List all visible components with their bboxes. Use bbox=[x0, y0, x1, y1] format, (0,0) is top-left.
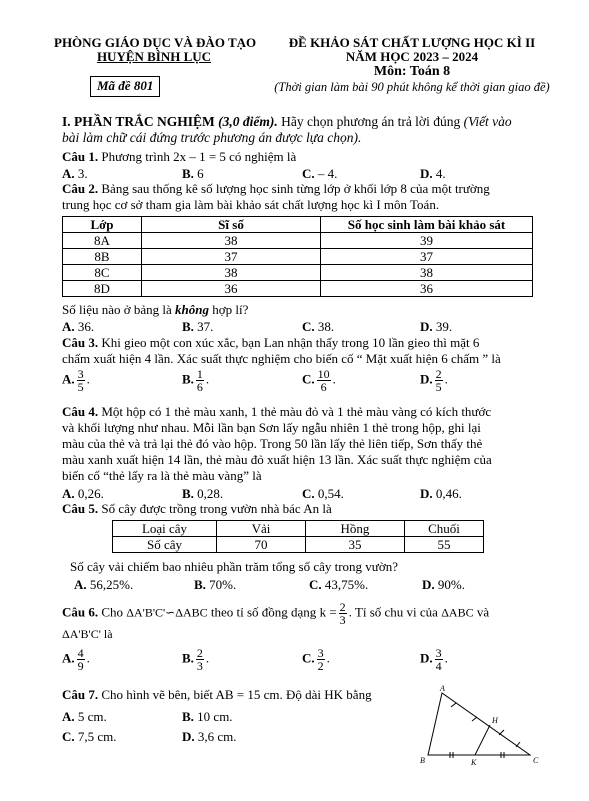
tick-mark bbox=[451, 703, 456, 707]
question-2-ask-prefix: Số liệu nào ở bảng là bbox=[62, 302, 172, 317]
table-header-cell: Sĩ số bbox=[142, 217, 321, 233]
fraction-numerator: 3 bbox=[317, 646, 324, 660]
table-row bbox=[113, 537, 484, 553]
q2-option-b bbox=[182, 319, 213, 335]
fraction-denominator: 3 bbox=[196, 659, 203, 673]
table-cell: 70 bbox=[217, 537, 306, 553]
q6-option-letter: C. bbox=[302, 650, 315, 666]
question-4-line-3: màu của thẻ và trả lại thẻ đó vào hộp. Trong 50 lần lấy thẻ liên tiếp, Sơn thấy thẻ bbox=[62, 436, 483, 451]
q3-option-letter: C. bbox=[302, 371, 315, 387]
q4-option-c bbox=[302, 486, 344, 502]
q5-option-c bbox=[309, 577, 368, 593]
table-cell: 35 bbox=[306, 537, 405, 553]
q7-option-a bbox=[62, 709, 107, 725]
table-cell: Loại cây bbox=[113, 521, 217, 537]
department-name: PHÒNG GIÁO DỤC VÀ ĐÀO TẠO bbox=[54, 35, 257, 50]
q6-option-letter: D. bbox=[420, 650, 433, 666]
q2-option-text: 39. bbox=[435, 319, 453, 334]
q5-option-letter: A. bbox=[74, 577, 87, 592]
fraction-denominator: 4 bbox=[435, 659, 442, 673]
table-row bbox=[63, 233, 533, 249]
q1-option-letter: D. bbox=[420, 166, 433, 181]
q7-option-letter: A. bbox=[62, 709, 75, 724]
q3-option-b: B. $\frac{1}{6}$ . bbox=[182, 367, 210, 394]
question-3-text-1: Khi gieo một con xúc xắc, bạn Lan nhận thấy trong 10 lần gieo thì mặt 6 bbox=[101, 335, 480, 350]
q6-option-fraction bbox=[196, 647, 204, 672]
tick-mark bbox=[472, 717, 477, 721]
q3-option-letter: A. bbox=[62, 371, 75, 387]
q2-option-a bbox=[62, 319, 94, 335]
q1-option-letter: C. bbox=[302, 166, 315, 181]
q2-option-text: 36. bbox=[77, 319, 95, 334]
question-2-ask-emphasis: không bbox=[175, 302, 209, 317]
question-7-text: Cho hình vẽ bên, biết AB = 15 cm. Độ dài HK bằng bbox=[101, 687, 372, 702]
question-4-line-5: biến cố “thẻ lấy ra là thẻ màu vàng” là bbox=[62, 468, 262, 483]
question-4-label: Câu 4. bbox=[62, 404, 99, 419]
q7-option-letter: B. bbox=[182, 709, 194, 724]
q5-option-letter: D. bbox=[422, 577, 435, 592]
question-5-label: Câu 5. bbox=[62, 501, 99, 516]
q7-option-c bbox=[62, 729, 117, 745]
q5-option-a bbox=[74, 577, 133, 593]
q5-option-b bbox=[194, 577, 236, 593]
table-cell: 8A bbox=[63, 233, 142, 249]
question-2-ask-suffix: hợp lí? bbox=[212, 302, 249, 317]
q4-option-letter: D. bbox=[420, 486, 433, 501]
table-cell: 37 bbox=[321, 249, 533, 265]
label-a: A bbox=[440, 684, 445, 693]
q5-option-text: 90%. bbox=[437, 577, 465, 592]
table-cell: 36 bbox=[321, 281, 533, 297]
q1-option-letter: B. bbox=[182, 166, 194, 181]
q1-option-text: 6 bbox=[197, 166, 204, 181]
question-5-text: Số cây được trồng trong vườn nhà bác An là bbox=[101, 501, 332, 516]
fraction-denominator: 5 bbox=[435, 380, 442, 394]
question-7-label: Câu 7. bbox=[62, 687, 99, 702]
q4-option-letter: C. bbox=[302, 486, 315, 501]
question-6-text-2: ΔA'B'C' là bbox=[62, 627, 113, 641]
question-3-label: Câu 3. bbox=[62, 335, 99, 350]
q5-option-text: 70%. bbox=[209, 577, 237, 592]
q1-option-text: 3. bbox=[77, 166, 88, 181]
q2-option-text: 37. bbox=[197, 319, 214, 334]
fraction-numerator: 2 bbox=[339, 600, 346, 614]
section-points: (3,0 điểm). bbox=[218, 114, 278, 129]
question-6-k-fraction bbox=[339, 601, 347, 626]
q6-option-c: C. $\frac{3}{2}$ . bbox=[302, 646, 330, 673]
q4-option-letter: B. bbox=[182, 486, 194, 501]
table-cell: Hồng bbox=[306, 521, 405, 537]
table-header-cell: Lớp bbox=[63, 217, 142, 233]
label-c: C bbox=[533, 756, 539, 765]
table-cell: Vải bbox=[217, 521, 306, 537]
q5-option-d bbox=[422, 577, 465, 593]
fraction-denominator: 2 bbox=[317, 659, 324, 673]
q4-option-a bbox=[62, 486, 104, 502]
table-header-cell: Số học sinh làm bài khảo sát bbox=[321, 217, 533, 233]
q1-option-b bbox=[182, 166, 204, 182]
fraction-denominator: 5 bbox=[77, 380, 84, 394]
tick-mark bbox=[499, 730, 504, 735]
question-6-text: . Tỉ số chu vi của bbox=[348, 604, 438, 620]
question-6-text: và bbox=[476, 604, 490, 620]
q3-option-fraction bbox=[435, 368, 443, 393]
question-1-text: Phương trình 2x – 1 = 5 có nghiệm là bbox=[101, 149, 297, 164]
question-6-text: theo tỉ số đồng dạng bbox=[210, 604, 317, 620]
table-cell: 8D bbox=[63, 281, 142, 297]
section-instruction-italic-2: bài làm chữ cái đứng trước phương án được lựa chọn). bbox=[62, 130, 362, 145]
tree-count-table bbox=[112, 520, 484, 553]
table-cell: 36 bbox=[142, 281, 321, 297]
q7-option-text: 3,6 cm. bbox=[197, 729, 237, 744]
question-2-ask bbox=[62, 303, 248, 318]
table-cell: 38 bbox=[321, 265, 533, 281]
table-row bbox=[63, 281, 533, 297]
q7-option-d bbox=[182, 729, 237, 745]
table-header-row bbox=[63, 217, 533, 233]
q3-option-fraction bbox=[196, 368, 204, 393]
question-3-text-2: chấm xuất hiện 4 lần. Xác suất thực nghiệm cho biến cố “ Mặt xuất hiện 6 chấm ” là bbox=[62, 351, 501, 366]
q6-option-d: D. $\frac{3}{4}$ . bbox=[420, 646, 448, 673]
label-b: B bbox=[420, 756, 425, 765]
table-cell: 8C bbox=[63, 265, 142, 281]
table-row bbox=[63, 249, 533, 265]
table-cell: 37 bbox=[142, 249, 321, 265]
exam-code-box: Mã đề 801 bbox=[90, 76, 160, 97]
question-6-k-label: k = bbox=[319, 604, 337, 620]
question-4-line-4: màu xanh xuất hiện 14 lần, thẻ màu đỏ xuất hiện 13 lần. Xác suất thực nghiệm của bbox=[62, 452, 492, 467]
question-6-label: Câu 6. bbox=[62, 604, 99, 620]
q6-option-fraction bbox=[435, 647, 443, 672]
q3-option-fraction bbox=[317, 368, 331, 393]
q1-option-c bbox=[302, 166, 337, 182]
question-4 bbox=[62, 405, 491, 420]
table-row bbox=[63, 265, 533, 281]
question-2 bbox=[62, 182, 490, 197]
question-6-similarity: ΔA'B'C'∽ΔABC bbox=[126, 605, 208, 620]
question-4-line-2: và khối lượng như nhau. Mỗi lần bạn Sơn lấy ngẫu nhiên 1 thẻ trong hộp, ghi lại bbox=[62, 420, 481, 435]
q2-option-c bbox=[302, 319, 334, 335]
question-4-line-1: Một hộp có 1 thẻ màu xanh, 1 thẻ màu đỏ và 1 thẻ màu vàng có kích thước bbox=[101, 404, 492, 419]
class-stats-table bbox=[62, 216, 533, 297]
section-title: I. PHẦN TRẮC NGHIỆM bbox=[62, 114, 215, 129]
time-note: (Thời gian làm bài 90 phút không kể thời gian giao đề) bbox=[274, 80, 550, 94]
question-6-text: Cho bbox=[101, 604, 124, 620]
label-k: K bbox=[471, 758, 477, 767]
section-title-line bbox=[62, 114, 512, 130]
q7-option-letter: D. bbox=[182, 729, 195, 744]
question-7 bbox=[62, 688, 372, 703]
q2-option-letter: B. bbox=[182, 319, 194, 334]
q3-option-c: C. $\frac{10}{6}$ . bbox=[302, 367, 336, 394]
q7-option-text: 10 cm. bbox=[197, 709, 233, 724]
q4-option-text: 0,26. bbox=[77, 486, 104, 501]
question-6 bbox=[62, 601, 489, 626]
question-2-label: Câu 2. bbox=[62, 181, 99, 196]
segment-hk bbox=[475, 725, 490, 755]
table-cell: Số cây bbox=[113, 537, 217, 553]
q6-option-letter: B. bbox=[182, 650, 194, 666]
q5-option-text: 43,75%. bbox=[324, 577, 369, 592]
q4-option-b bbox=[182, 486, 223, 502]
q1-option-text: 4. bbox=[435, 166, 446, 181]
q6-option-fraction bbox=[77, 647, 85, 672]
table-cell: 38 bbox=[142, 233, 321, 249]
q2-option-letter: C. bbox=[302, 319, 315, 334]
q2-option-letter: D. bbox=[420, 319, 433, 334]
q4-option-text: 0,28. bbox=[197, 486, 224, 501]
question-2-text-2: trung học cơ sở tham gia làm bài khảo sát chất lượng học kì I môn Toán. bbox=[62, 197, 440, 212]
q2-option-text: 38. bbox=[317, 319, 335, 334]
table-cell: 8B bbox=[63, 249, 142, 265]
fraction-numerator: 1 bbox=[196, 367, 203, 381]
fraction-numerator: 2 bbox=[435, 367, 442, 381]
q6-option-a: A. $\frac{4}{9}$ . bbox=[62, 646, 90, 673]
table-cell: Chuối bbox=[405, 521, 484, 537]
table-cell: 39 bbox=[321, 233, 533, 249]
question-6-triangle: ΔABC bbox=[441, 605, 474, 620]
q7-option-text: 7,5 cm. bbox=[77, 729, 117, 744]
fraction-denominator: 3 bbox=[339, 613, 346, 627]
q3-option-letter: D. bbox=[420, 371, 433, 387]
question-3 bbox=[62, 336, 479, 351]
school-year: NĂM HỌC 2023 – 2024 bbox=[345, 49, 479, 64]
triangle-abc bbox=[428, 693, 530, 755]
q3-option-d: D. $\frac{2}{5}$ . bbox=[420, 367, 448, 394]
q5-option-letter: C. bbox=[309, 577, 322, 592]
section-instruction: Hãy chọn phương án trả lời đúng bbox=[281, 114, 461, 129]
q4-option-d bbox=[420, 486, 462, 502]
fraction-numerator: 4 bbox=[77, 646, 84, 660]
question-2-text-1: Bảng sau thống kê số lượng học sinh từng lớp ở khối lớp 8 của một trường bbox=[101, 181, 490, 196]
q4-option-text: 0,54. bbox=[317, 486, 344, 501]
subject: Môn: Toán 8 bbox=[373, 64, 451, 79]
fraction-numerator: 3 bbox=[77, 367, 84, 381]
question-5 bbox=[62, 502, 332, 517]
question-5-ask: Số cây vải chiếm bao nhiêu phần trăm tổng số cây trong vườn? bbox=[70, 559, 399, 574]
q3-option-fraction bbox=[77, 368, 85, 393]
q3-option-a: A. $\frac{3}{5}$ . bbox=[62, 367, 90, 394]
q6-option-letter: A. bbox=[62, 650, 75, 666]
q4-option-text: 0,46. bbox=[435, 486, 462, 501]
table-cell: 55 bbox=[405, 537, 484, 553]
q1-option-a bbox=[62, 166, 88, 182]
q3-option-letter: B. bbox=[182, 371, 194, 387]
fraction-numerator: 2 bbox=[196, 646, 203, 660]
q6-option-fraction bbox=[317, 647, 325, 672]
exam-title: ĐỀ KHẢO SÁT CHẤT LƯỢNG HỌC KÌ II bbox=[288, 35, 536, 50]
label-h: H bbox=[492, 716, 498, 725]
q7-option-letter: C. bbox=[62, 729, 75, 744]
fraction-denominator: 6 bbox=[196, 380, 203, 394]
section-instruction-italic-1: (Viết vào bbox=[463, 114, 512, 129]
fraction-numerator: 10 bbox=[317, 367, 330, 381]
q7-option-text: 5 cm. bbox=[77, 709, 107, 724]
q1-option-letter: A. bbox=[62, 166, 75, 181]
question-1-label: Câu 1. bbox=[62, 149, 99, 164]
district-name: HUYỆN BÌNH LỤC bbox=[96, 49, 212, 64]
q4-option-letter: A. bbox=[62, 486, 75, 501]
fraction-numerator: 3 bbox=[435, 646, 442, 660]
q2-option-d bbox=[420, 319, 452, 335]
table-row bbox=[113, 521, 484, 537]
triangle-figure bbox=[420, 683, 545, 768]
q5-option-text: 56,25%. bbox=[89, 577, 134, 592]
q1-option-d bbox=[420, 166, 446, 182]
table-cell: 38 bbox=[142, 265, 321, 281]
q1-option-text: – 4. bbox=[317, 166, 338, 181]
fraction-denominator: 9 bbox=[77, 659, 84, 673]
question-1 bbox=[62, 150, 296, 165]
q7-option-b bbox=[182, 709, 233, 725]
fraction-denominator: 6 bbox=[320, 380, 327, 394]
q6-option-b: B. $\frac{2}{3}$ . bbox=[182, 646, 210, 673]
q2-option-letter: A. bbox=[62, 319, 75, 334]
q5-option-letter: B. bbox=[194, 577, 206, 592]
